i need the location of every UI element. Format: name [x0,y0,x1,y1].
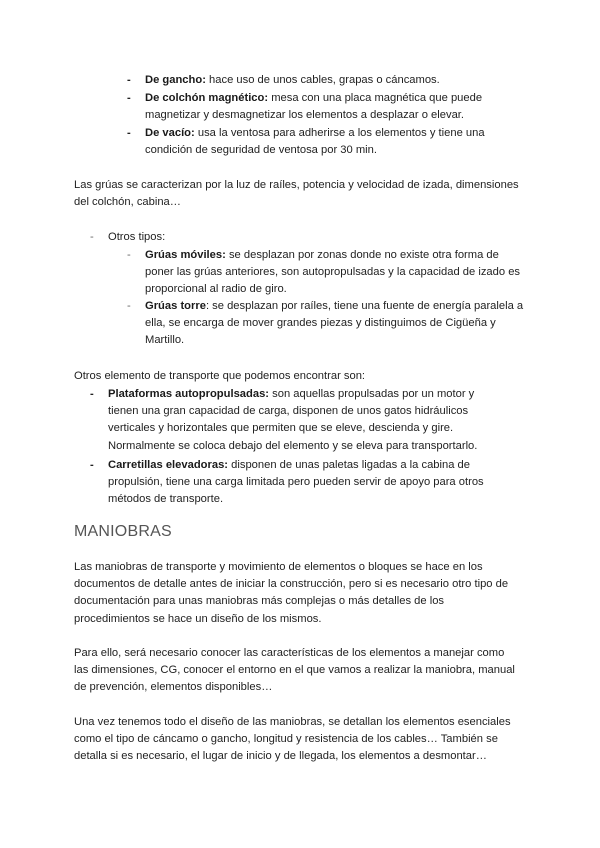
text-colchon-magnetico: mesa con una placa magnética que puede magnetizar y desmagnetizar los elementos a desplazar o elevar. [145,92,483,122]
list-item-gruas-moviles [127,247,525,299]
list-bullet: - [90,459,94,471]
list-bullet: - [90,231,94,243]
list-item-colchon-magnetico [127,90,490,124]
list-bullet: - [127,127,131,139]
list-item-otros-tipos [90,229,408,246]
text-gruas-torre: : se desplazan por raíles, tiene una fuente de energía paralela a ella, se encarga de mover grandes piezas y distinguimos de Cigüeña y Martillo. [145,300,524,347]
list-bullet: - [127,249,131,261]
term-colchon-magnetico: De colchón magnético: [145,92,269,104]
list-bullet: - [127,300,131,312]
list-item-gancho [127,72,490,89]
text-gruas-moviles: se desplazan por zonas donde no existe otra forma de poner las grúas anteriores, son autopropulsadas y la capacidad de izado es proporcional al radio de giro. [145,249,521,296]
text-plataformas: son aquellas propulsadas por un motor y tienen una gran capacidad de carga, disponen de unos gatos hidráulicos verticales y horizontales que permiten que se eleve, descienda y gire. Normalmente se coloca debajo del elemento y se eleva para transportarlo. [108,388,478,452]
text-gancho: hace uso de unos cables, grapas o cáncamos. [205,74,440,86]
paragraph-otros-elementos-intro: Otros elemento de transporte que podemos encontrar son: [74,370,366,382]
paragraph-maniobras-1: Las maniobras de transporte y movimiento de elementos o bloques se hace en los documentos de detalle antes de iniciar la construcción, pero si es necesario otro tipo de documentación para unas maniobras más complejas o más detalles de los procedimientos se hace un diseño de los mismos. [74,561,509,625]
paragraph-maniobras-3: Una vez tenemos todo el diseño de las maniobras, se detallan los elementos esenciales como el tipo de cáncamo o gancho, longitud y resistencia de los cables… También se detalla si es necesario, el lugar de inicio y de llegada, los elementos a desmontar… [74,716,511,763]
list-bullet: - [127,92,131,104]
list-bullet: - [90,388,94,400]
term-vacio: De vacío: [145,127,195,139]
text-carretillas: disponen de unas paletas ligadas a la cabina de propulsión, tiene una carga limitada pero pueden servir de apoyo para otros métodos de transporte. [108,459,484,506]
list-item-plataformas [90,386,503,455]
paragraph-gruas: Las grúas se caracterizan por la luz de raíles, potencia y velocidad de izada, dimensiones del colchón, cabina… [74,179,519,209]
list-item-carretillas [90,457,503,509]
list-bullet: - [127,74,131,86]
text-vacio: usa la ventosa para adherirse a los elementos y tiene una condición de seguridad de ventosa por 30 min. [145,127,485,157]
otros-tipos-label: Otros tipos: [108,231,166,243]
term-gruas-moviles: Grúas móviles: [145,249,226,261]
paragraph-maniobras-2: Para ello, será necesario conocer las características de los elementos a manejar como las dimensiones, CG, conocer el entorno en el que vamos a realizar la maniobra, manual de prevención, elementos disponibles… [74,647,515,694]
term-gruas-torre: Grúas torre [145,300,206,312]
term-plataformas: Plataformas autopropulsadas: [108,388,270,400]
list-item-gruas-torre [127,298,530,350]
section-title: MANIOBRAS [74,523,172,540]
list-item-vacio [127,125,490,159]
term-gancho: De gancho: [145,74,206,86]
term-carretillas: Carretillas elevadoras: [108,459,229,471]
